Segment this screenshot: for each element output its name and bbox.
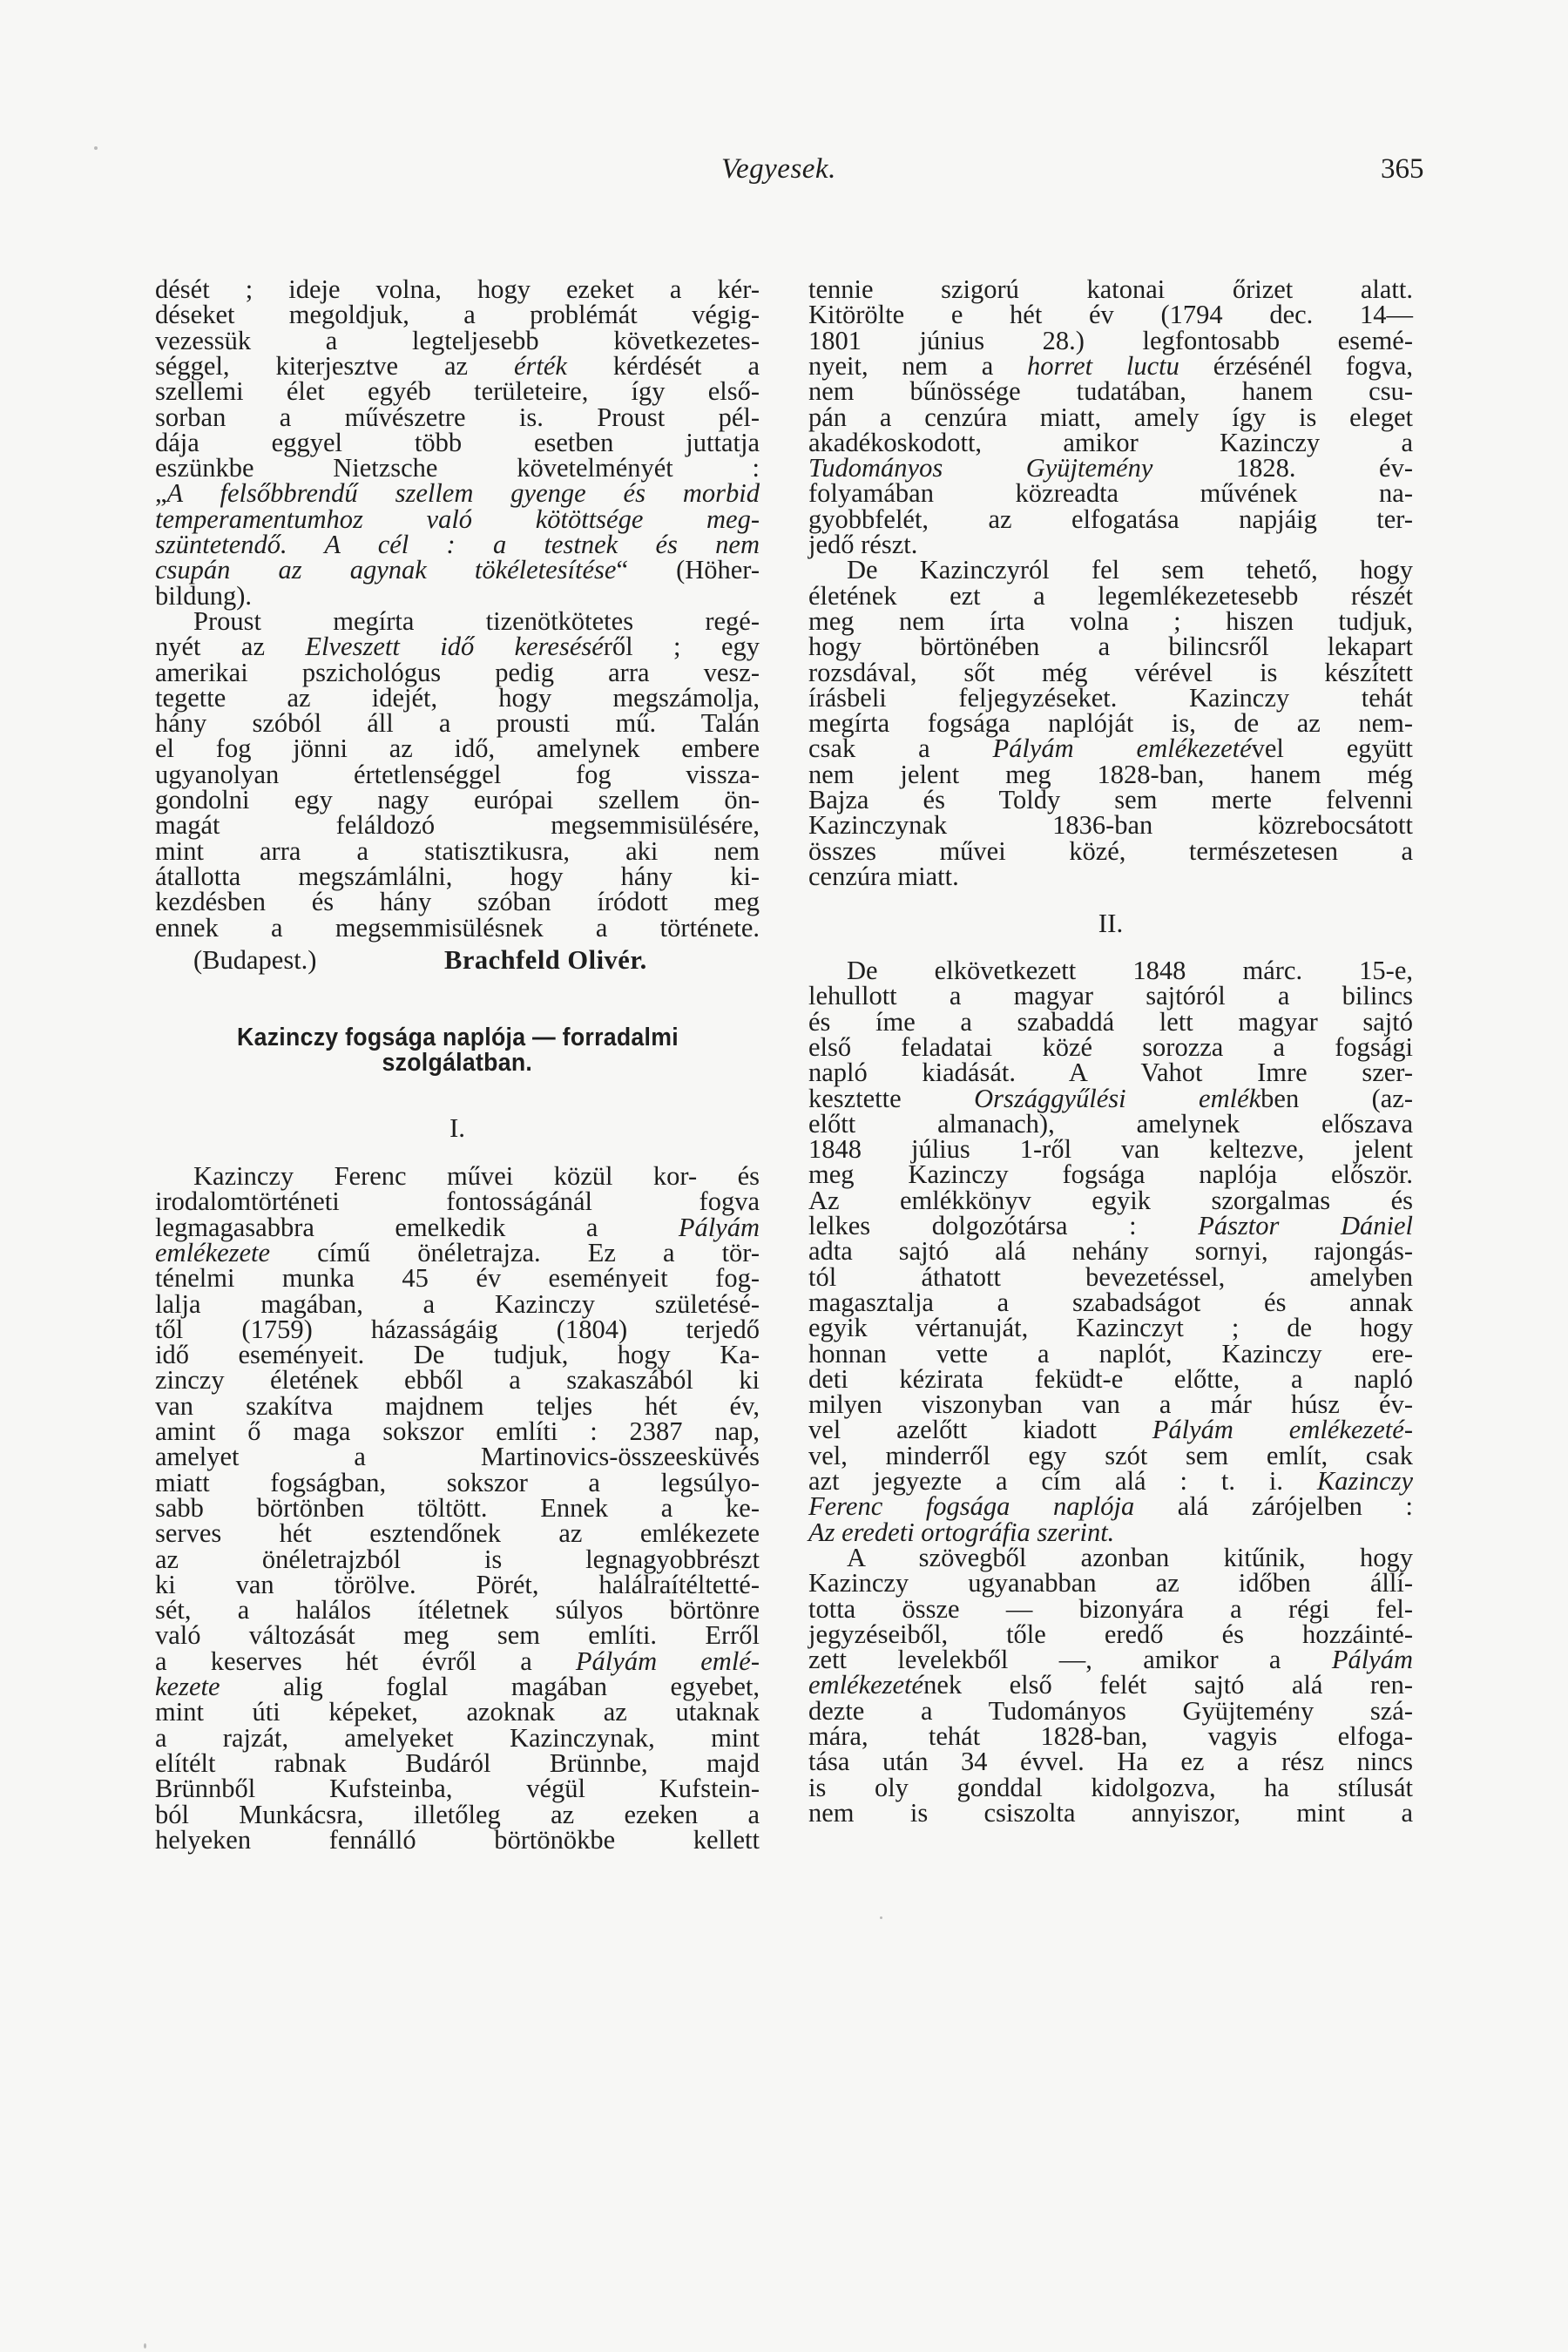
text-line <box>808 302 1413 328</box>
italic-text: szüntetendő. A cél : a testnek és nem <box>155 530 760 559</box>
text-segment: vel együtt <box>1251 733 1414 764</box>
text-segment: meg Kazinczy fogsága naplója először. <box>808 1159 1413 1190</box>
text-line <box>155 402 760 432</box>
text-line <box>155 274 760 304</box>
text-line <box>155 1186 760 1217</box>
text-segment: De Kazinczyról fel sem tehető, hogy <box>847 555 1413 585</box>
text-line <box>155 1237 760 1267</box>
text-line <box>808 532 1413 558</box>
text-segment: a rajzát, amelyeket Kazinczynak, mint <box>155 1722 760 1753</box>
text-segment: első feladatai közé sorozza a fogsági <box>808 1031 1413 1062</box>
text-segment: átallotta megszámlálni, hogy hány ki- <box>155 861 760 891</box>
italic-text: A felsőbbrendű szellem gyenge és morbid <box>166 478 760 509</box>
text-segment: nem is csiszolta annyiszor, mint a <box>808 1797 1413 1828</box>
italic-text: Pályám <box>678 1212 760 1242</box>
text-segment: azt jegyezte a cím alá : t. i. <box>808 1466 1317 1496</box>
text-segment: van szakítva majdnem teljes hét év, <box>155 1390 760 1421</box>
signature-place: (Budapest.) <box>193 945 317 975</box>
text-segment: idő eseményeit. De tudjuk, hogy Ka- <box>155 1340 760 1370</box>
text-segment: totta össze — bizonyára a régi fel- <box>808 1593 1413 1624</box>
text-line <box>808 1338 1413 1369</box>
section-heading-ii: II. <box>1098 908 1124 938</box>
text-segment: eszünkbe Nietzsche követelményét : <box>155 453 760 483</box>
italic-text: Tudományos Gyüjtemény <box>808 453 1153 483</box>
text-segment: amerikai pszichológus pedig arra vesz- <box>155 657 760 687</box>
text-line <box>155 555 760 585</box>
text-line <box>808 958 1413 983</box>
text-line <box>155 1288 760 1319</box>
text-line <box>808 1670 1413 1700</box>
text-segment: vezessük a legteljesebb következetes- <box>155 325 760 355</box>
text-line <box>808 657 1413 687</box>
text-line <box>808 1491 1413 1522</box>
text-line <box>155 1799 760 1829</box>
text-segment: és íme a szabaddá lett magyar sajtó <box>808 1006 1413 1037</box>
text-line <box>808 1797 1413 1828</box>
text-segment: adta sajtó alá nehány sornyi, rajongás- <box>808 1236 1413 1267</box>
text-segment: Kazinczy Ferenc művei közül kor- és <box>193 1161 760 1191</box>
text-line <box>808 708 1413 739</box>
text-segment: lelkes dolgozótársa : <box>808 1211 1199 1240</box>
text-line <box>155 302 760 328</box>
italic-text: Pályám emlékezeté <box>992 733 1252 764</box>
text-line <box>155 504 760 534</box>
text-line <box>808 325 1413 355</box>
text-segment: ténelmi munka 45 év eseményeit fog- <box>155 1263 760 1294</box>
text-line <box>808 1315 1413 1341</box>
text-segment: nek első felét sajtó alá ren- <box>923 1670 1413 1700</box>
left-column <box>155 274 760 2141</box>
text-segment: tegette az idejét, hogy megszámolja, <box>155 682 760 713</box>
text-segment: ki van törölve. Pörét, halálraítéltetté- <box>155 1569 760 1599</box>
text-segment: folyamában közreadta művének na- <box>808 478 1413 509</box>
text-segment: írásbeli feljegyzéseket. Kazinczy tehát <box>808 682 1413 713</box>
text-line <box>155 1747 760 1778</box>
text-segment: dezte a Tudományos Gyüjtemény szá- <box>808 1695 1413 1726</box>
italic-text: Az eredeti ortográfia szerint. <box>808 1517 1115 1547</box>
text-segment: érzésénél fogva, <box>1179 350 1413 381</box>
text-line <box>155 1722 760 1753</box>
text-segment: amelyet a Martinovics-összeesküvés <box>155 1442 760 1472</box>
text-line <box>808 759 1413 789</box>
text-line <box>155 1697 760 1727</box>
text-segment: rozsdával, sőt még vérével is készített <box>808 657 1413 687</box>
scan-speck <box>144 2343 146 2349</box>
text-segment: De elkövetkezett 1848 márc. 15-e, <box>847 956 1413 985</box>
text-segment: zett levelekből —, amikor a <box>808 1645 1332 1675</box>
text-line <box>155 427 760 457</box>
text-line <box>808 1647 1413 1673</box>
text-segment: Bajza és Toldy sem merte felvenni <box>808 785 1413 814</box>
text-segment: napló kiadását. A Vahot Imre szer- <box>808 1058 1413 1088</box>
text-line <box>155 657 760 687</box>
text-segment: nem bűnössége tudatában, hanem csu- <box>808 376 1413 407</box>
text-segment: bildung). <box>155 580 252 611</box>
text-segment: kezdésben és hány szóban íródott meg <box>155 887 760 917</box>
text-line <box>155 1595 760 1625</box>
text-line <box>155 453 760 483</box>
signature-line <box>155 945 760 975</box>
text-segment: összes művei közé, természetesen a <box>808 835 1413 866</box>
text-line <box>808 478 1413 509</box>
text-segment: tennie szigorú katonai őrizet alatt. <box>808 274 1413 304</box>
text-segment: Az emlékkönyv egyik szorgalmas és <box>808 1185 1413 1215</box>
text-segment: az önéletrajzból is legnagyobbrészt <box>155 1544 760 1574</box>
article-title-line-2: szolgálatban. <box>382 1049 533 1077</box>
text-line <box>808 1517 1413 1547</box>
text-line <box>155 632 760 662</box>
text-segment: “ (Höher- <box>616 555 760 585</box>
italic-text: temperamentumhoz való kötöttsége meg- <box>155 504 760 534</box>
text-segment: megírta fogsága naplóját is, de az nem- <box>808 708 1413 739</box>
text-segment: mint úti képeket, azoknak az utaknak <box>155 1697 760 1727</box>
text-segment: legmagasabbra emelkedik a <box>155 1212 679 1242</box>
running-title: Vegyesek. <box>721 153 836 185</box>
text-segment: egyik vértanuját, Kazinczyt ; de hogy <box>808 1313 1413 1343</box>
text-line <box>155 1620 760 1651</box>
text-line <box>808 427 1413 457</box>
text-line <box>808 1772 1413 1802</box>
text-line <box>808 861 1413 891</box>
text-line <box>808 733 1414 764</box>
text-line <box>808 1389 1413 1420</box>
text-segment: ugyanolyan értetlenséggel fog vissza- <box>155 759 760 789</box>
text-line <box>808 810 1413 841</box>
text-segment: serves hét esztendőnek az emlékezete <box>155 1518 760 1549</box>
text-line <box>155 1518 760 1549</box>
text-line <box>808 1031 1413 1062</box>
text-segment: lehullott a magyar sajtóról a bilincs <box>808 981 1413 1011</box>
signature-author: Brachfeld Olivér. <box>444 945 647 975</box>
text-segment: el fog jönni az idő, amelynek embere <box>155 733 760 764</box>
text-segment: déseket megoldjuk, a problémát végig- <box>155 300 760 330</box>
text-segment: irodalomtörténeti fontosságánál fogva <box>155 1186 760 1217</box>
text-line <box>155 708 760 739</box>
text-line <box>808 1363 1413 1394</box>
text-line <box>808 1721 1413 1751</box>
text-line <box>155 1774 760 1804</box>
text-line <box>155 605 760 636</box>
text-line <box>808 1287 1413 1317</box>
text-line <box>808 350 1413 381</box>
text-line <box>155 759 760 789</box>
text-line <box>808 580 1413 611</box>
text-line <box>808 787 1413 813</box>
scan-speck <box>94 146 98 150</box>
text-segment: ben (az- <box>1260 1083 1413 1113</box>
text-line <box>808 1695 1413 1726</box>
text-segment: szellemi élet egyéb területeire, így első- <box>155 376 760 407</box>
text-segment: kesztette <box>808 1083 975 1113</box>
text-segment: tása után 34 évvel. Ha ez a rész nincs <box>808 1747 1413 1777</box>
text-line <box>808 983 1413 1009</box>
italic-text: horret luctu <box>1027 350 1179 381</box>
text-line <box>155 1492 760 1523</box>
text-segment: mára, tehát 1828-ban, vagyis elfoga- <box>808 1721 1413 1751</box>
text-line <box>155 861 760 891</box>
text-line <box>808 632 1413 662</box>
text-line <box>808 1417 1413 1443</box>
text-line <box>155 1390 760 1421</box>
text-segment: magát feláldozó megsemmisülésére, <box>155 810 760 841</box>
text-segment: csak a <box>808 733 993 764</box>
text-line <box>808 402 1413 432</box>
text-line <box>155 1161 760 1191</box>
italic-text: Pásztor Dániel <box>1198 1211 1413 1240</box>
text-line <box>808 1593 1413 1624</box>
text-line <box>155 1569 760 1599</box>
text-segment: vel, minderről egy szót sem említ, csak <box>808 1440 1413 1470</box>
text-segment: „ <box>155 478 167 509</box>
italic-text: Pályám emlékezeté- <box>1152 1415 1413 1445</box>
section-heading-i: I. <box>449 1112 466 1143</box>
text-line <box>808 453 1413 483</box>
italic-text: emlékezeté <box>808 1670 924 1700</box>
text-line <box>808 1542 1413 1572</box>
text-line <box>808 1466 1413 1496</box>
page-number: 365 <box>1381 153 1424 185</box>
text-segment: ről ; egy <box>603 632 760 662</box>
text-line <box>155 1467 760 1497</box>
text-line <box>808 1058 1413 1088</box>
text-segment: Kazinczynak 1836-ban közrebocsátott <box>808 810 1413 841</box>
italic-text: Pályám emlé- <box>575 1646 760 1676</box>
text-segment: Kazinczy ugyanabban az időben állí- <box>808 1568 1413 1598</box>
text-segment: ennek a megsemmisülésnek a története. <box>155 912 760 943</box>
text-line <box>155 733 760 764</box>
text-segment: séggel, kiterjesztve az <box>155 350 514 381</box>
text-segment: nyeit, nem a <box>808 350 1028 381</box>
text-segment: zinczy életének ebből a szakaszából ki <box>155 1365 760 1396</box>
italic-text: Országgyűlési emlék <box>974 1083 1261 1113</box>
text-line <box>808 1083 1413 1113</box>
text-segment: hogy börtönében a bilincsről lekapart <box>808 632 1413 662</box>
text-line <box>155 787 760 813</box>
text-segment: is oly gonddal kidolgozva, ha stílusát <box>808 1772 1413 1802</box>
text-line <box>155 325 760 355</box>
text-segment: magasztalja a szabadságot és annak <box>808 1287 1413 1317</box>
text-segment: című önéletrajza. Ez a tör- <box>270 1237 760 1267</box>
text-line <box>155 1263 760 1294</box>
text-line <box>808 1159 1413 1190</box>
text-segment: sorban a művészetre is. Proust pél- <box>155 402 760 432</box>
italic-text: emlékezete <box>155 1237 271 1267</box>
text-line <box>155 1824 760 1855</box>
text-segment: deti kézirata feküdt-e előtte, a napló <box>808 1363 1413 1394</box>
text-segment: hány szóból áll a prousti mű. Talán <box>155 708 760 739</box>
text-segment: nem jelent meg 1828-ban, hanem még <box>808 759 1413 789</box>
text-segment: honnan vette a naplót, Kazinczy ere- <box>808 1338 1413 1369</box>
text-segment: dését ; ideje volna, hogy ezeket a kér- <box>155 274 760 304</box>
text-segment: gyobbfelét, az elfogatása napjáig ter- <box>808 504 1413 534</box>
text-line <box>155 1212 760 1242</box>
text-segment: 1828. év- <box>1152 453 1413 483</box>
text-segment: alig foglal magában egyebet, <box>220 1672 760 1701</box>
text-line <box>155 1342 760 1368</box>
text-line <box>808 1134 1413 1165</box>
text-line <box>808 1619 1413 1649</box>
text-line <box>808 1261 1413 1292</box>
text-line <box>155 1444 760 1470</box>
text-line <box>808 1440 1413 1470</box>
text-segment: Brünnből Kufsteinba, végül Kufstein- <box>155 1774 760 1804</box>
italic-text: Pályám <box>1331 1645 1413 1675</box>
text-segment: 1848 július 1-ről van keltezve, jelent <box>808 1134 1413 1165</box>
text-segment: miatt fogságban, sokszor a legsúlyo- <box>155 1467 760 1497</box>
text-line <box>155 1365 760 1396</box>
text-line <box>155 1646 760 1676</box>
text-segment: lalja magában, a Kazinczy születésé- <box>155 1288 760 1319</box>
text-segment: helyeken fennálló börtönökbe kellett <box>155 1824 760 1855</box>
text-segment: kérdését a <box>566 350 760 381</box>
italic-text: Kazinczy <box>1316 1466 1413 1496</box>
page-header <box>0 153 1568 188</box>
text-segment: amint ő maga sokszor említi : 2387 nap, <box>155 1416 760 1446</box>
text-segment: A szövegből azonban kitűnik, hogy <box>847 1542 1413 1572</box>
text-line <box>155 532 760 558</box>
text-line <box>155 1416 760 1446</box>
text-segment: nyét az <box>155 632 306 662</box>
text-line <box>155 1674 760 1700</box>
text-line <box>808 1236 1413 1267</box>
text-line <box>808 274 1413 304</box>
text-line <box>808 1747 1413 1777</box>
italic-text: érték <box>514 350 567 381</box>
text-segment: való változását meg sem említi. Erről <box>155 1620 760 1651</box>
text-segment: a keserves hét évről a <box>155 1646 576 1676</box>
text-line <box>155 350 760 381</box>
text-line <box>155 580 760 611</box>
text-segment: cenzúra miatt. <box>808 861 959 891</box>
text-line <box>155 835 760 866</box>
text-line <box>808 1006 1413 1037</box>
text-segment: sét, a halálos ítéletnek súlyos börtönre <box>155 1595 760 1625</box>
text-segment: dája eggyel több esetben juttatja <box>155 427 760 457</box>
text-line <box>155 682 760 713</box>
text-line <box>155 478 760 509</box>
text-line <box>808 682 1413 713</box>
text-line <box>155 889 760 915</box>
text-segment: vel azelőtt kiadott <box>808 1415 1152 1445</box>
text-line <box>155 912 760 943</box>
text-line <box>808 1108 1413 1139</box>
text-line <box>155 1544 760 1574</box>
scan-speck <box>880 1916 882 1919</box>
text-segment: életének ezt a legemlékezetesebb részét <box>808 580 1413 611</box>
text-segment: tól áthatott bevezetéssel, amelyben <box>808 1261 1413 1292</box>
italic-text: csupán az agynak tökéletesítése <box>155 555 617 585</box>
italic-text: kezete <box>155 1672 220 1701</box>
text-segment: től (1759) házasságáig (1804) terjedő <box>155 1314 760 1344</box>
text-segment: mint arra a statisztikusra, aki nem <box>155 835 760 866</box>
text-segment: akadékoskodott, amikor Kazinczy a <box>808 427 1413 457</box>
text-line <box>808 555 1413 585</box>
text-line <box>155 376 760 407</box>
text-line <box>155 810 760 841</box>
right-column <box>808 274 1414 2141</box>
text-line <box>808 1213 1413 1239</box>
text-segment: jegyzéseiből, tőle eredő és hozzáinté- <box>808 1619 1413 1649</box>
text-line <box>808 376 1413 407</box>
text-segment: alá zárójelben : <box>1134 1491 1413 1522</box>
text-line <box>808 504 1413 534</box>
text-line <box>808 1568 1413 1598</box>
text-segment: ból Munkácsra, illetőleg az ezeken a <box>155 1799 760 1829</box>
text-line <box>808 835 1413 866</box>
text-segment: jedő részt. <box>808 530 918 559</box>
text-line <box>808 1185 1413 1215</box>
article-title-line-1: Kazinczy fogsága naplója — forradalmi <box>236 1024 679 1051</box>
text-line <box>155 1314 760 1344</box>
text-segment: sabb börtönben töltött. Ennek a ke- <box>155 1492 760 1523</box>
text-line <box>808 605 1413 636</box>
text-segment: pán a cenzúra miatt, amely így is eleget <box>808 402 1413 432</box>
text-segment: előtt almanach), amelynek előszava <box>808 1108 1413 1139</box>
text-segment: gondolni egy nagy európai szellem ön- <box>155 785 760 814</box>
text-segment: meg nem írta volna ; hiszen tudjuk, <box>808 605 1413 636</box>
text-segment: Kitörölte e hét év (1794 dec. 14— <box>808 300 1413 330</box>
text-segment: elítélt rabnak Budáról Brünnbe, majd <box>155 1747 760 1778</box>
text-segment: 1801 június 28.) legfontosabb esemé- <box>808 325 1413 355</box>
text-segment: Proust megírta tizenötkötetes regé- <box>193 605 760 636</box>
italic-text: Ferenc fogsága naplója <box>808 1491 1135 1522</box>
italic-text: Elveszett idő keresésé <box>305 632 604 662</box>
text-segment: milyen viszonyban van a már húsz év- <box>808 1389 1413 1420</box>
